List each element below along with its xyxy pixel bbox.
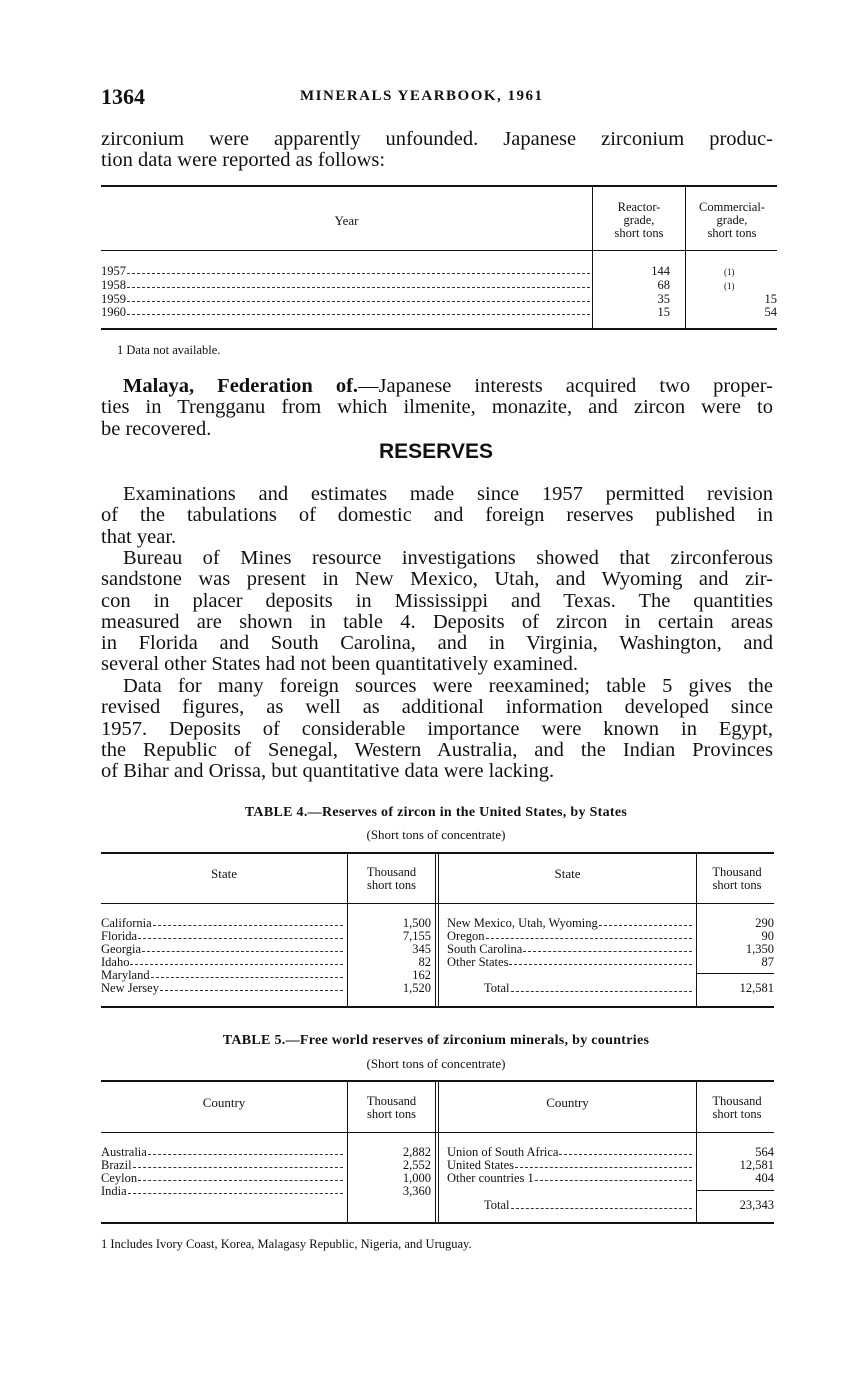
reactor-cell: 15: [657, 305, 670, 319]
table-row: [447, 917, 774, 930]
state-name: New Mexico, Utah, Wyoming: [447, 916, 598, 930]
col-header-country: Country: [546, 1095, 589, 1110]
table4-caption: TABLE 4.—Reserves of zircon in the United States, by States: [244, 805, 628, 820]
text-line: of the tabulations of domestic and foreign reserves published in: [101, 504, 773, 527]
text-line: sandstone was present in New Mexico, Utah, and Wyoming and zir-: [101, 568, 773, 591]
table-row: [101, 930, 431, 943]
text-line: the Republic of Senegal, Western Australia, and the Indian Provinces: [101, 738, 773, 761]
table-row: [101, 265, 777, 279]
text-line: of Bihar and Orissa, but quantitative data were lacking.: [101, 760, 555, 783]
commercial-cell: 15: [764, 292, 777, 306]
reactor-cell: 68: [657, 278, 670, 292]
state-name: Georgia: [101, 942, 142, 956]
state-value: 162: [412, 968, 431, 982]
table4-right-columns: [447, 917, 774, 969]
year-cell: 1960: [101, 305, 126, 319]
col-header-value: [348, 866, 435, 892]
year-cell: 1958: [101, 278, 126, 292]
state-value: 87: [761, 955, 774, 969]
state-name: South Carolina: [447, 942, 523, 956]
country-name: Ceylon: [101, 1171, 138, 1185]
commercial-cell: (1): [724, 267, 735, 277]
country-value: 2,882: [402, 1145, 431, 1159]
column-divider: [435, 1082, 436, 1222]
state-name: Other States: [447, 955, 509, 969]
text-line: several other States had not been quantitatively examined.: [101, 653, 579, 676]
total-rule: [697, 973, 774, 974]
table-rule: [101, 250, 777, 251]
total-label: Total: [484, 981, 510, 995]
text-fragment: —Japanese interests acquired two proper-: [358, 375, 774, 397]
country-name: Union of South Africa: [447, 1145, 559, 1159]
header-line: grade,: [623, 213, 655, 227]
country-name: United States: [447, 1158, 515, 1172]
text-line: Examinations and estimates made since 1957 permitted revision: [123, 483, 773, 505]
table-row: [101, 956, 431, 969]
japan-production-table: [101, 265, 777, 319]
header-line: Reactor-: [617, 200, 661, 214]
text-line: tion data were reported as follows:: [101, 149, 386, 172]
table4-left-columns: [101, 917, 431, 995]
country-name: Other countries 1: [447, 1171, 534, 1185]
header-line: short tons: [712, 1107, 762, 1121]
col-header-reactor: [593, 201, 685, 240]
table-rule: [101, 1006, 774, 1008]
table4-total-row: [484, 981, 694, 996]
header-line: short tons: [367, 1107, 416, 1121]
state-value: 290: [755, 916, 774, 930]
text-line: measured are shown in table 4. Deposits of zircon in certain areas: [101, 610, 773, 633]
text-line: zirconium were apparently unfounded. Japanese zirconium produc-: [101, 128, 773, 150]
table-rule: [101, 328, 777, 330]
year-cell: 1959: [101, 292, 126, 306]
text-line: in Florida and South Carolina, and in Virginia, Washington, and: [101, 632, 773, 655]
state-value: 345: [412, 942, 431, 956]
table5-total-row: [484, 1198, 694, 1213]
table5-subcaption: (Short tons of concentrate): [366, 1056, 506, 1071]
table-rule: [101, 1132, 774, 1133]
header-line: short tons: [707, 226, 757, 240]
reactor-cell: 35: [657, 292, 670, 306]
country-value: 2,552: [402, 1158, 431, 1172]
country-lead: Malaya, Federation of.: [123, 375, 359, 397]
country-name: Australia: [101, 1145, 147, 1159]
reserves-paragraph-2: [101, 548, 773, 676]
country-value: 3,360: [402, 1184, 431, 1198]
table-row: [101, 1146, 431, 1159]
header-line: Thousand: [366, 1094, 417, 1108]
table-row: [101, 1159, 431, 1172]
page-number: 1364: [101, 84, 145, 109]
header-line: Thousand: [712, 865, 762, 879]
table-row: [101, 1185, 431, 1198]
year-cell: 1957: [101, 264, 126, 278]
intro-paragraph: [101, 129, 773, 172]
table-row: [447, 1172, 774, 1185]
header-line: Thousand: [366, 865, 417, 879]
running-title: MINERALS YEARBOOK, 1961: [300, 88, 544, 104]
table-row: [101, 293, 777, 306]
state-name: New Jersey: [101, 981, 159, 995]
col-header-year: Year: [334, 213, 359, 228]
text-line: con in placer deposits in Mississippi and Texas. The quantities: [101, 589, 773, 612]
text-line: Bureau of Mines resource investigations showed that zirconferous: [123, 547, 773, 569]
table-rule: [101, 1222, 774, 1224]
state-name: Idaho: [101, 955, 130, 969]
text-line: 1957. Deposits of considerable importance were known in Egypt,: [101, 717, 773, 740]
malaya-paragraph: [101, 376, 773, 440]
commercial-cell: 54: [764, 305, 777, 319]
header-line: Commercial-: [699, 200, 765, 214]
country-value: 1,000: [402, 1171, 431, 1185]
table5-caption: TABLE 5.—Free world reserves of zirconium minerals, by countries: [222, 1033, 650, 1048]
state-value: 1,520: [402, 981, 431, 995]
table4-subcaption: (Short tons of concentrate): [366, 827, 506, 842]
text-line: be recovered.: [101, 417, 212, 440]
text-line: revised figures, as well as additional information developed since: [101, 696, 773, 719]
table-row: [101, 982, 431, 995]
reserves-paragraph-3: [101, 676, 773, 782]
col-header-value: [348, 1095, 435, 1121]
text-line: Data for many foreign sources were reexamined; table 5 gives the: [123, 675, 773, 697]
section-heading: RESERVES: [379, 440, 493, 463]
country-value: 12,581: [739, 1158, 774, 1172]
state-value: 7,155: [402, 929, 431, 943]
state-value: 82: [418, 955, 431, 969]
table-row: [101, 306, 777, 319]
header-line: short tons: [614, 226, 664, 240]
table5-right-columns: [447, 1146, 774, 1185]
country-name: Brazil: [101, 1158, 132, 1172]
country-name: India: [101, 1184, 127, 1198]
col-header-commercial: [686, 201, 778, 240]
total-label: Total: [484, 1198, 510, 1212]
total-value: 23,343: [739, 1198, 774, 1212]
table-row: [101, 1172, 431, 1185]
table-rule: [101, 903, 774, 904]
header-line: Thousand: [712, 1094, 762, 1108]
table-row: [101, 943, 431, 956]
table5-left-columns: [101, 1146, 431, 1198]
country-value: 404: [755, 1171, 774, 1185]
text-line: ties in Trengganu from which ilmenite, monazite, and zircon were to: [101, 396, 773, 419]
commercial-cell: (1): [724, 281, 735, 291]
col-header-state: State: [211, 866, 237, 881]
state-name: Oregon: [447, 929, 485, 943]
state-value: 90: [761, 929, 774, 943]
total-rule: [697, 1190, 774, 1191]
column-divider: [435, 854, 436, 1006]
text-line: [101, 376, 773, 397]
state-value: 1,500: [402, 916, 431, 930]
table-row: [101, 917, 431, 930]
total-value: 12,581: [739, 981, 774, 995]
table-row: [447, 956, 774, 969]
reserves-paragraph-1: [101, 484, 773, 548]
header-line: short tons: [367, 878, 416, 892]
reactor-cell: 144: [651, 264, 670, 278]
country-value: 564: [755, 1145, 774, 1159]
state-name: Florida: [101, 929, 138, 943]
col-header-state: State: [554, 866, 581, 881]
state-name: California: [101, 916, 152, 930]
table-footnote: 1 Data not available.: [117, 343, 221, 357]
table-row: [101, 279, 777, 293]
table5-footnote: 1 Includes Ivory Coast, Korea, Malagasy Republic, Nigeria, and Uruguay.: [101, 1237, 472, 1251]
text-line: that year.: [101, 525, 177, 548]
col-header-value: [697, 1095, 777, 1121]
table-rule: [101, 185, 777, 187]
header-line: grade,: [716, 213, 748, 227]
state-value: 1,350: [745, 942, 774, 956]
header-line: short tons: [712, 878, 762, 892]
col-header-country: Country: [202, 1095, 246, 1110]
col-header-value: [697, 866, 777, 892]
state-name: Maryland: [101, 968, 150, 982]
